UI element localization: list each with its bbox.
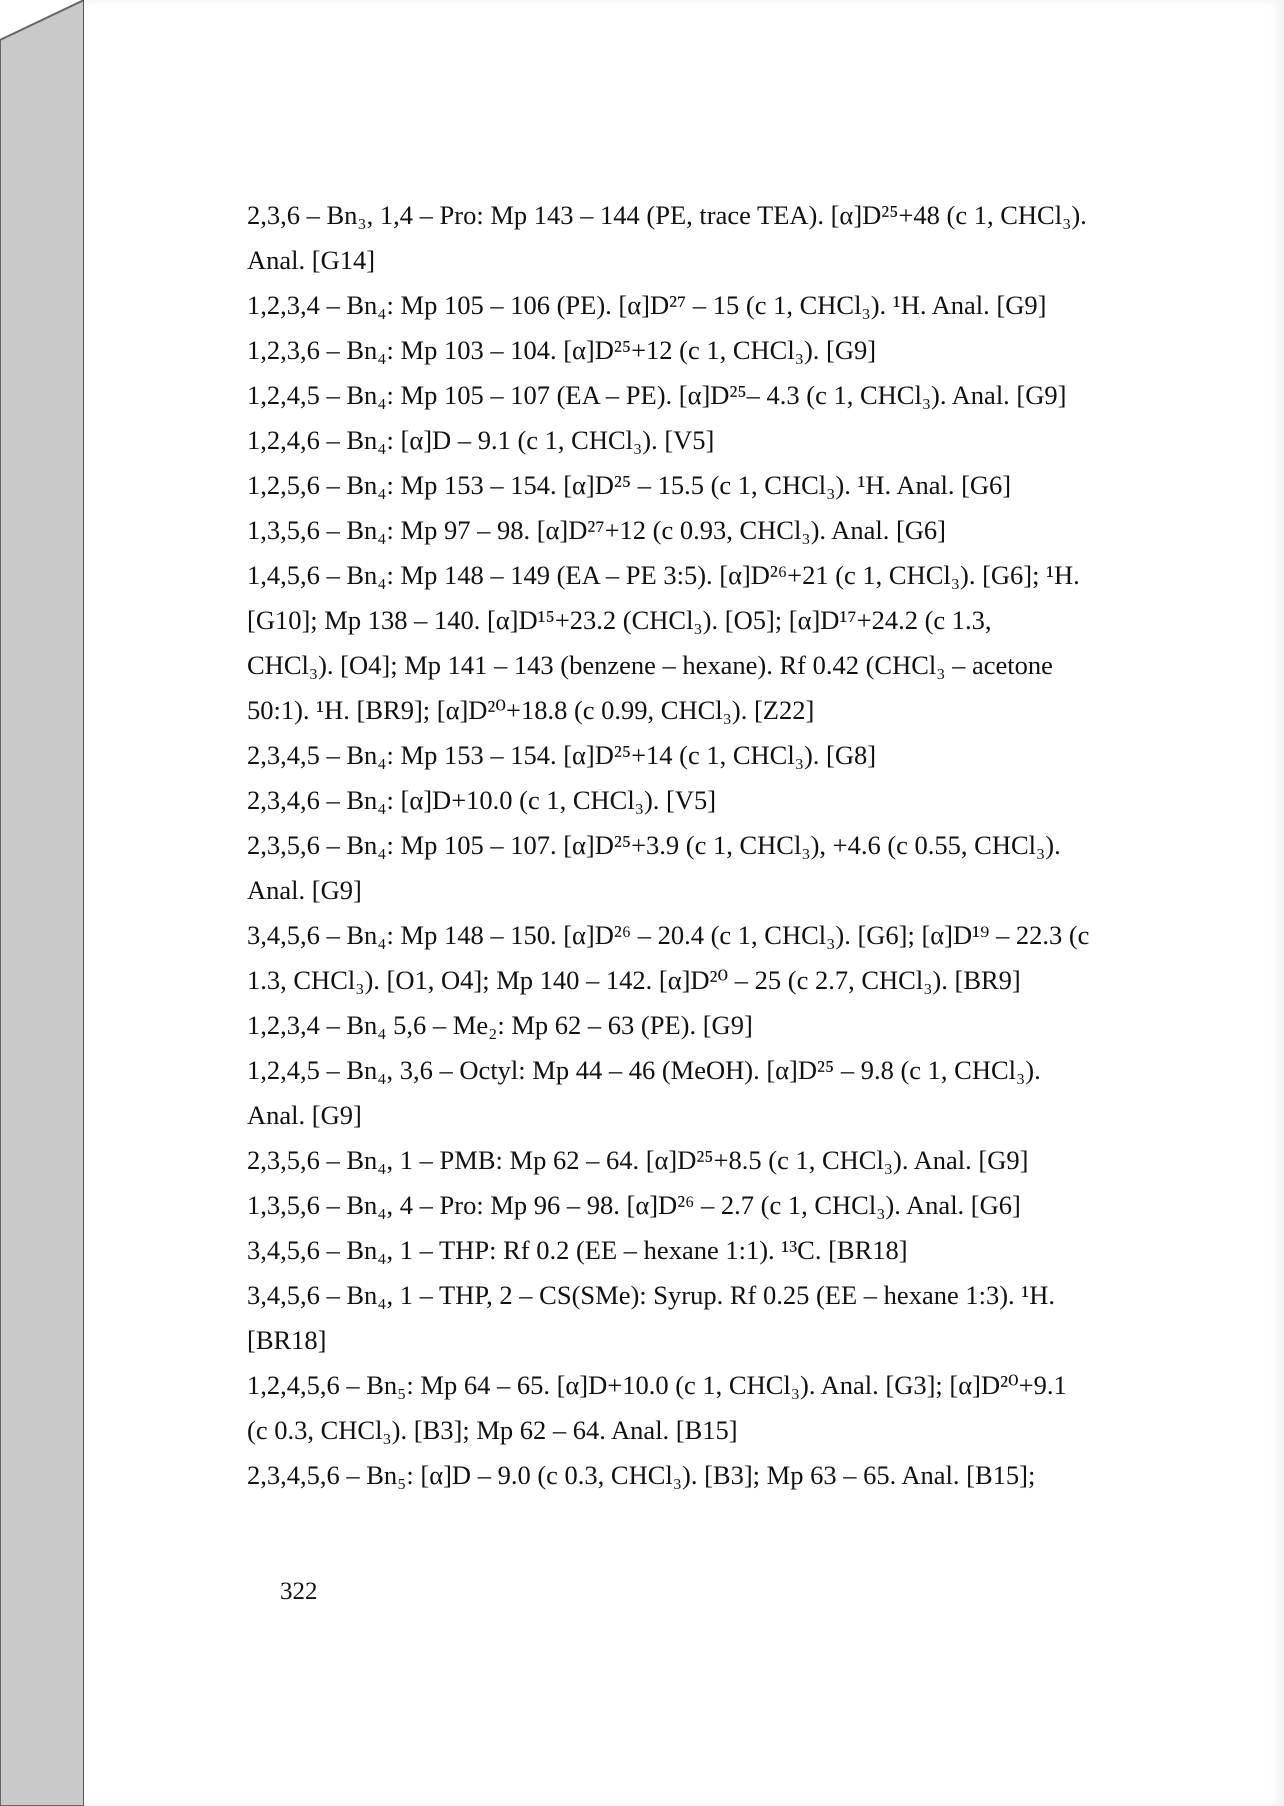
page-number: 322 [280,1578,318,1605]
text-line: Anal. [G14] [247,245,376,275]
text-line: 1,2,5,6 – Bn₄: Mp 153 – 154. [α]D²⁵ – 15.5 (c 1, CHCl₃). ¹H. Anal. [G6] [247,470,1012,500]
page-text [247,193,1140,1498]
text-line: 1,2,3,6 – Bn₄: Mp 103 – 104. [α]D²⁵+12 (c 1, CHCl₃). [G9] [247,335,877,365]
text-line: 2,3,4,5,6 – Bn₅: [α]D – 9.0 (c 0.3, CHCl₃). [B3]; Mp 63 – 65. Anal. [B15]; [247,1460,1036,1490]
text-line: 3,4,5,6 – Bn₄, 1 – THP, 2 – CS(SMe): Syrup. Rf 0.25 (EE – hexane 1:3). ¹H. [247,1280,1055,1310]
text-line: 2,3,5,6 – Bn₄: Mp 105 – 107. [α]D²⁵+3.9 (c 1, CHCl₃), +4.6 (c 0.55, CHCl₃). [247,830,1061,860]
text-line: 3,4,5,6 – Bn₄: Mp 148 – 150. [α]D²⁶ – 20.4 (c 1, CHCl₃). [G6]; [α]D¹⁹ – 22.3 (c [247,920,1090,950]
text-line: 2,3,6 – Bn₃, 1,4 – Pro: Mp 143 – 144 (PE, trace TEA). [α]D²⁵+48 (c 1, CHCl₃). [247,200,1087,230]
text-line: 1,2,4,5 – Bn₄, 3,6 – Octyl: Mp 44 – 46 (MeOH). [α]D²⁵ – 9.8 (c 1, CHCl₃). [247,1055,1041,1085]
text-line: 1,3,5,6 – Bn₄: Mp 97 – 98. [α]D²⁷+12 (c 0.93, CHCl₃). Anal. [G6] [247,515,946,545]
text-line: Anal. [G9] [247,1100,362,1130]
text-line: 1.3, CHCl₃). [O1, O4]; Mp 140 – 142. [α]D²⁰ – 25 (c 2.7, CHCl₃). [BR9] [247,965,1021,995]
text-line: (c 0.3, CHCl₃). [B3]; Mp 62 – 64. Anal. [B15] [247,1415,738,1445]
text-line: [BR18] [247,1325,327,1355]
text-line: 1,3,5,6 – Bn₄, 4 – Pro: Mp 96 – 98. [α]D²⁶ – 2.7 (c 1, CHCl₃). Anal. [G6] [247,1190,1021,1220]
text-line: 1,2,3,4 – Bn₄: Mp 105 – 106 (PE). [α]D²⁷ – 15 (c 1, CHCl₃). ¹H. Anal. [G9] [247,290,1047,320]
text-line: [G10]; Mp 138 – 140. [α]D¹⁵+23.2 (CHCl₃). [O5]; [α]D¹⁷+24.2 (c 1.3, [247,605,992,635]
text-line: 2,3,4,6 – Bn₄: [α]D+10.0 (c 1, CHCl₃). [V5] [247,785,717,815]
text-line: 1,2,4,5 – Bn₄: Mp 105 – 107 (EA – PE). [α]D²⁵– 4.3 (c 1, CHCl₃). Anal. [G9] [247,380,1067,410]
text-line: 1,4,5,6 – Bn₄: Mp 148 – 149 (EA – PE 3:5). [α]D²⁶+21 (c 1, CHCl₃). [G6]; ¹H. [247,560,1080,590]
text-line: CHCl₃). [O4]; Mp 141 – 143 (benzene – hexane). Rf 0.42 (CHCl₃ – acetone [247,650,1053,680]
text-line: 1,2,4,5,6 – Bn₅: Mp 64 – 65. [α]D+10.0 (c 1, CHCl₃). Anal. [G3]; [α]D²⁰+9.1 [247,1370,1067,1400]
text-line: 2,3,4,5 – Bn₄: Mp 153 – 154. [α]D²⁵+14 (c 1, CHCl₃). [G8] [247,740,877,770]
text-line: 50:1). ¹H. [BR9]; [α]D²⁰+18.8 (c 0.99, CHCl₃). [Z22] [247,695,815,725]
text-line: 1,2,4,6 – Bn₄: [α]D – 9.1 (c 1, CHCl₃). [V5] [247,425,715,455]
text-line: 3,4,5,6 – Bn₄, 1 – THP: Rf 0.2 (EE – hexane 1:1). ¹³C. [BR18] [247,1235,908,1265]
text-line: Anal. [G9] [247,875,362,905]
text-line: 2,3,5,6 – Bn₄, 1 – PMB: Mp 62 – 64. [α]D²⁵+8.5 (c 1, CHCl₃). Anal. [G9] [247,1145,1029,1175]
text-line: 1,2,3,4 – Bn₄ 5,6 – Me₂: Mp 62 – 63 (PE). [G9] [247,1010,753,1040]
